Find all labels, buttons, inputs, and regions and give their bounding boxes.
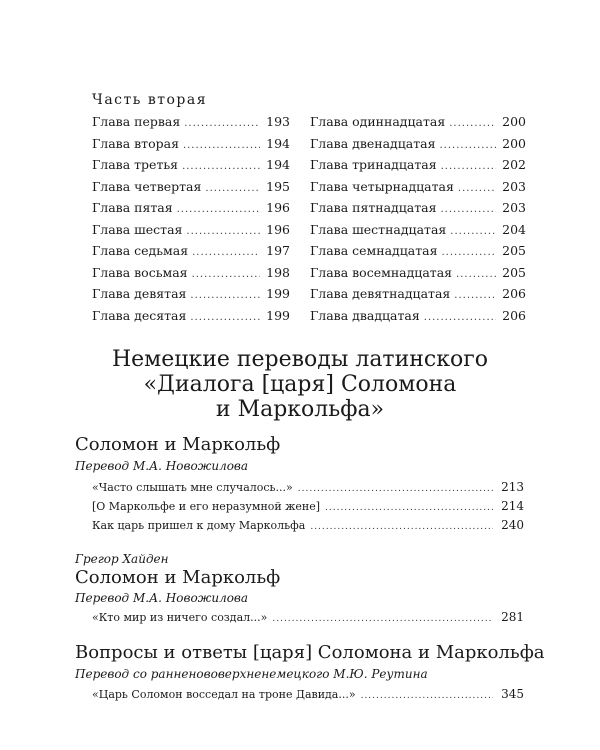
toc-row — [310, 222, 526, 244]
chapter-label: Глава девятнадцатая — [310, 286, 451, 301]
page-number: 199 — [266, 307, 290, 323]
work-title: Соломон и Маркольф — [75, 434, 281, 455]
section-heading-line: и Маркольфа» — [215, 397, 385, 422]
toc-entry — [92, 687, 524, 701]
page-number: 200 — [502, 114, 526, 129]
chapter-label: Глава одиннадцатая — [310, 114, 446, 129]
page-number: 205 — [502, 243, 526, 258]
leader-dots — [186, 226, 260, 237]
leader-dots — [424, 312, 496, 323]
leader-dots — [190, 312, 260, 323]
toc-row — [310, 157, 526, 179]
toc-row — [92, 136, 290, 158]
chapter-label: Глава восемнадцатая — [310, 264, 453, 280]
leader-dots — [441, 247, 496, 258]
chapter-label: Глава тринадцатая — [310, 157, 437, 172]
toc-row — [310, 179, 526, 201]
toc-row — [310, 286, 526, 308]
leader-dots — [192, 247, 260, 258]
leader-dots — [450, 226, 496, 237]
toc-row — [92, 243, 290, 265]
leader-dots — [310, 522, 493, 532]
page-number: 206 — [502, 286, 526, 301]
toc-row — [92, 265, 290, 287]
page-number: 213 — [501, 480, 524, 494]
toc-row — [310, 243, 526, 265]
work-title: Соломон и Маркольф — [75, 567, 281, 588]
chapter-label: Глава двенадцатая — [310, 135, 436, 151]
leader-dots — [456, 269, 496, 280]
leader-dots — [183, 140, 260, 151]
leader-dots — [190, 290, 260, 301]
page-number: 205 — [502, 264, 526, 280]
author-name: Грегор Хайден — [75, 552, 169, 566]
page-number: 196 — [266, 200, 290, 215]
leader-dots — [298, 484, 493, 494]
entry-label: [О Маркольфе и его неразумной жене] — [92, 500, 320, 513]
section-heading-line: «Диалога [царя] Соломона — [143, 372, 457, 397]
toc-row — [92, 286, 290, 308]
page-number: 345 — [501, 687, 524, 701]
chapter-label: Глава пятая — [92, 200, 173, 215]
page-number: 203 — [502, 200, 526, 215]
chapter-label: Глава девятая — [92, 286, 187, 301]
leader-dots — [182, 161, 260, 172]
page-number: 214 — [501, 499, 524, 513]
toc-row — [310, 200, 526, 222]
page-number: 206 — [502, 307, 526, 323]
page-number: 197 — [266, 243, 290, 258]
chapter-label: Глава восьмая — [92, 264, 188, 280]
leader-dots — [361, 691, 493, 701]
page-number: 202 — [502, 157, 526, 172]
page-number: 200 — [502, 135, 526, 151]
entry-label: «Царь Соломон восседал на троне Давида...» — [92, 688, 356, 701]
chapter-label: Глава вторая — [92, 135, 179, 151]
page-number: 203 — [502, 178, 526, 194]
page-number: 204 — [502, 221, 526, 237]
toc-entry — [92, 480, 524, 494]
leader-dots — [449, 118, 496, 129]
toc-row — [310, 265, 526, 287]
toc-row — [92, 114, 290, 136]
translator-credit: Перевод со ранненововерхненемецкого М.Ю. Реутина — [75, 667, 428, 681]
chapter-list-right — [310, 114, 526, 329]
page-number: 199 — [266, 286, 290, 301]
entry-label: «Часто слышать мне случалось...» — [92, 481, 293, 494]
chapter-label: Глава седьмая — [92, 243, 189, 258]
leader-dots — [205, 183, 260, 194]
leader-dots — [458, 183, 496, 194]
leader-dots — [454, 290, 496, 301]
page-number: 193 — [266, 114, 290, 129]
leader-dots — [325, 503, 493, 513]
section-heading — [0, 347, 600, 422]
toc-row — [92, 157, 290, 179]
chapter-list-left — [92, 114, 290, 329]
part-title: Часть вторая — [92, 92, 208, 108]
toc-row — [92, 179, 290, 201]
page-number: 198 — [266, 264, 290, 280]
chapter-label: Глава десятая — [92, 307, 187, 323]
toc-row — [92, 222, 290, 244]
translator-credit: Перевод М.А. Новожилова — [75, 591, 249, 605]
chapter-label: Глава четырнадцатая — [310, 178, 454, 194]
leader-dots — [177, 204, 260, 215]
chapter-label: Глава первая — [92, 114, 181, 129]
toc-row — [92, 308, 290, 330]
chapter-label: Глава шестнадцатая — [310, 221, 447, 237]
toc-row — [92, 200, 290, 222]
toc-row — [310, 114, 526, 136]
leader-dots — [441, 161, 496, 172]
translator-credit: Перевод М.А. Новожилова — [75, 459, 249, 473]
toc-row — [310, 136, 526, 158]
chapter-label: Глава семнадцатая — [310, 243, 438, 258]
entry-label: Как царь пришел к дому Маркольфа — [92, 519, 306, 532]
chapter-label: Глава шестая — [92, 221, 183, 237]
page-number: 196 — [266, 221, 290, 237]
leader-dots — [440, 140, 497, 151]
chapter-label: Глава четвертая — [92, 178, 202, 194]
work-title: Вопросы и ответы [царя] Соломона и Маркольфа — [75, 642, 545, 663]
chapter-label: Глава третья — [92, 157, 179, 172]
leader-dots — [441, 204, 497, 215]
toc-entry — [92, 518, 524, 532]
chapter-label: Глава двадцатая — [310, 307, 420, 323]
toc-row — [310, 308, 526, 330]
leader-dots — [192, 269, 260, 280]
page-number: 195 — [266, 178, 290, 194]
toc-entry — [92, 610, 524, 624]
page-number: 240 — [501, 518, 524, 532]
page-number: 194 — [266, 157, 290, 172]
section-heading-line: Немецкие переводы латинского — [111, 347, 489, 372]
page-number: 194 — [266, 135, 290, 151]
toc-entry — [92, 499, 524, 513]
leader-dots — [272, 614, 493, 624]
leader-dots — [184, 118, 260, 129]
page-number: 281 — [501, 610, 524, 624]
chapter-label: Глава пятнадцатая — [310, 200, 437, 215]
entry-label: «Кто мир из ничего создал...» — [92, 611, 268, 624]
